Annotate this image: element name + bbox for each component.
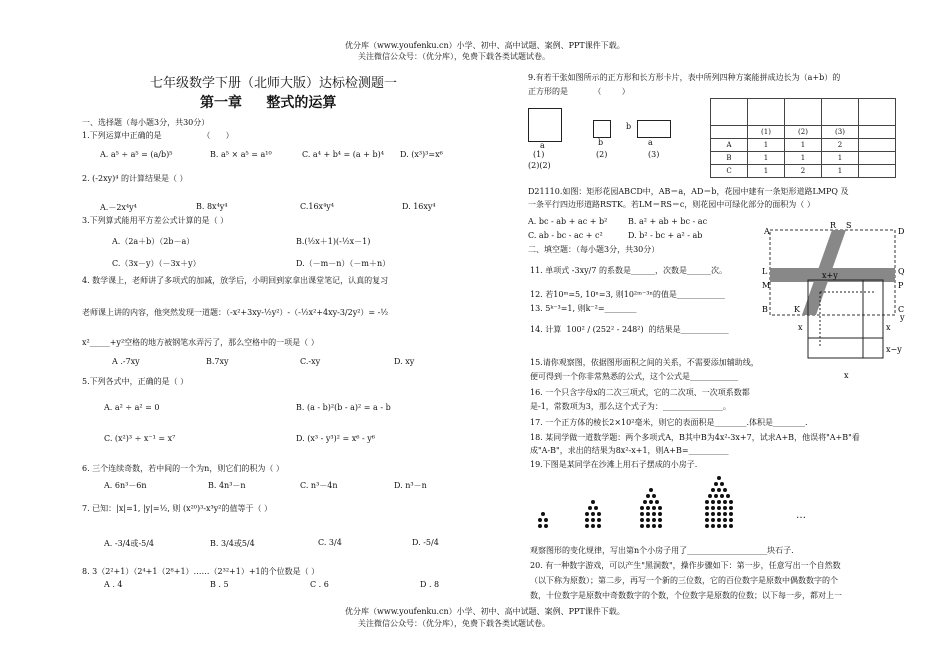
stone-dot bbox=[708, 494, 712, 498]
card-label-b2: b bbox=[626, 122, 632, 131]
q16-line-1: 16. 一个只含字母x的二次三项式，它的二次项、一次项系数都 bbox=[530, 388, 750, 397]
stone-dot bbox=[726, 494, 730, 498]
stone-dot bbox=[723, 518, 727, 522]
q18-line-2: 成"A-B"，求出的结果为8x²-x+1，则A+B=__________ bbox=[530, 446, 729, 455]
label-x-minus-y: x−y bbox=[886, 345, 902, 354]
section-fill-in: 二、填空题：（每小题3分，共30分） bbox=[528, 245, 660, 254]
stone-dot bbox=[655, 500, 659, 504]
header-line-1: 优分库（www.youfenku.cn）小学、初中、高中试题、案例、PPT课件下载。 bbox=[345, 41, 625, 50]
q1-option-b: B. a⁵ × a⁵ = a¹⁰ bbox=[210, 150, 272, 159]
label-q: Q bbox=[898, 267, 905, 276]
q1-option-c: C. a⁴ + b⁴ = (a + b)⁴ bbox=[302, 150, 384, 159]
stone-dot bbox=[538, 518, 542, 522]
stone-dot bbox=[711, 518, 715, 522]
stone-dot bbox=[585, 518, 589, 522]
q11: 11. 单项式 -3xy/7 的系数是______，次数是______次。 bbox=[530, 266, 727, 275]
label-p: P bbox=[898, 281, 904, 290]
stone-dot bbox=[711, 512, 715, 516]
stone-dot bbox=[646, 494, 650, 498]
label-x-left: x bbox=[798, 323, 803, 332]
q3-option-c: C.（3x－y）（－3x＋y） bbox=[112, 259, 201, 268]
q6-option-a: A. 6n³－6n bbox=[104, 481, 147, 490]
stone-dot bbox=[591, 512, 595, 516]
table-cell: B bbox=[711, 152, 748, 165]
q10-option-a: A. bc - ab + ac + b² bbox=[528, 217, 608, 226]
stone-dot bbox=[729, 500, 733, 504]
stone-dot bbox=[541, 512, 545, 516]
stone-dot bbox=[723, 524, 727, 528]
q14: 14. 计算 100² / (252² - 248²) 的结果是____________ bbox=[530, 325, 729, 334]
card-square-a bbox=[528, 108, 562, 142]
stone-dot bbox=[717, 500, 721, 504]
label-l: L bbox=[762, 267, 768, 276]
q8-option-c: C . 6 bbox=[310, 580, 329, 589]
header-line-2: 关注微信公众号：（优分库），免费下载各类试题试卷。 bbox=[358, 52, 550, 61]
q1-stem: 1.下列运算中正确的是 （ ） bbox=[82, 131, 234, 140]
stone-dot bbox=[717, 512, 721, 516]
q8-option-b: B . 5 bbox=[210, 580, 229, 589]
stone-dot bbox=[588, 506, 592, 510]
q5-option-c: C. (x²)³ ÷ x⁻¹ = x⁷ bbox=[104, 434, 176, 443]
q10-line-2: 一条平行四边形道路RSTK。若LM＝RS＝c，则花园中可绿化部分的面积为（ ） bbox=[528, 200, 815, 209]
q2-option-d: D. 16xy⁴ bbox=[402, 202, 436, 211]
card-number-2: (2) bbox=[596, 150, 608, 159]
stone-dot bbox=[597, 524, 601, 528]
card-rect-ab bbox=[637, 120, 671, 138]
footer-line-2: 关注微信公众号：（优分库），免费下载各类试题试卷。 bbox=[358, 619, 550, 628]
table-cell: 2 bbox=[822, 139, 859, 152]
stone-dot bbox=[717, 524, 721, 528]
stone-dot bbox=[723, 506, 727, 510]
label-x-plus-y: x+y bbox=[822, 271, 838, 280]
stone-dot bbox=[591, 524, 595, 528]
stone-dot bbox=[597, 512, 601, 516]
q3-stem: 3.下列算式能用平方差公式计算的是（ ） bbox=[82, 216, 229, 225]
label-a: A bbox=[764, 227, 770, 236]
q4-line-2: 老师课上讲的内容，他突然发现一道题：（-x²+3xy-½y²）-（-½x²+4xy-3/2y²）= -½ bbox=[82, 308, 389, 317]
q19-answer: 观察图形的变化规律，写出第n个小房子用了____________________块石子. bbox=[530, 546, 794, 555]
q6-stem: 6. 三个连续奇数，若中间的一个为n，则它们的积为（ ） bbox=[82, 464, 284, 473]
garden-figure bbox=[760, 220, 920, 400]
stone-dot bbox=[652, 494, 656, 498]
stone-dot bbox=[585, 512, 589, 516]
stone-dot bbox=[723, 512, 727, 516]
card-extra-label: (2)(2) bbox=[528, 161, 551, 170]
label-r: R bbox=[830, 221, 837, 230]
footer-line-1: 优分库（www.youfenku.cn）小学、初中、高中试题、案例、PPT课件下载。 bbox=[345, 607, 625, 616]
label-s: S bbox=[846, 221, 852, 230]
q18-line-1: 18. 某同学做一道数学题：两个多项式A，B其中B为4x²-3x+7，试求A+B，他误将"A+B"看 bbox=[530, 433, 860, 442]
q2-option-c: C.16x⁴y⁴ bbox=[300, 202, 335, 211]
stone-dot bbox=[646, 524, 650, 528]
table-cell: 1 bbox=[785, 139, 822, 152]
stone-dot bbox=[705, 518, 709, 522]
stone-dot bbox=[652, 506, 656, 510]
stone-dot bbox=[711, 506, 715, 510]
stone-dot bbox=[705, 506, 709, 510]
q15-line-1: 15.请你观察图，依据图形面积之间的关系，不需要添加辅助线， bbox=[530, 358, 759, 367]
chapter-title: 第一章 整式的运算 bbox=[200, 95, 337, 111]
section-choice: 一、选择题（每小题3分，共30分） bbox=[82, 118, 210, 127]
label-c: C bbox=[898, 305, 905, 314]
q5-stem: 5.下列各式中，正确的是（ ） bbox=[82, 377, 189, 386]
stone-dot bbox=[658, 518, 662, 522]
q4-option-b: B.7xy bbox=[206, 357, 229, 366]
table-cell: 2 bbox=[785, 165, 822, 178]
stone-dot bbox=[729, 512, 733, 516]
q7-option-b: B. 3/4或5/4 bbox=[210, 539, 255, 548]
stone-dot bbox=[717, 488, 721, 492]
stone-dot bbox=[658, 506, 662, 510]
q6-option-b: B. 4n³－n bbox=[208, 481, 246, 490]
stone-dot bbox=[640, 512, 644, 516]
stone-dot bbox=[585, 524, 589, 528]
table-cell: 1 bbox=[748, 165, 785, 178]
q7-option-a: A. -3/4或-5/4 bbox=[104, 539, 155, 548]
q2-option-a: A.－2x⁴y⁴ bbox=[100, 203, 137, 212]
table-cell: A bbox=[711, 139, 748, 152]
q9-line-1: 9.有若干张如图所示的正方形和长方形卡片，表中所列四种方案能拼成边长为（a+b）的 bbox=[528, 73, 841, 82]
stone-dot bbox=[649, 488, 653, 492]
stone-dot bbox=[717, 518, 721, 522]
card-number-1: (1) bbox=[533, 150, 545, 159]
stone-dot bbox=[544, 518, 548, 522]
q6-option-d: D. n³－n bbox=[394, 481, 427, 490]
q5-option-d: D. (x³ - y³)² = x⁶ - y⁶ bbox=[296, 434, 375, 443]
q13: 13. 5ᵏ⁻³=1, 则k⁻²=________ bbox=[530, 304, 637, 313]
table-cell: 1 bbox=[822, 165, 859, 178]
q10-option-d: D. b² - bc + a² - ab bbox=[628, 231, 703, 240]
label-y: y bbox=[900, 313, 905, 322]
q17: 17. 一个正方体的棱长2×10²毫米，则它的表面积是________.体积是________. bbox=[530, 418, 808, 427]
stone-dot bbox=[717, 506, 721, 510]
q15-line-2: 便可得到一个你非常熟悉的公式，这个公式是____________ bbox=[530, 372, 738, 381]
stone-dot bbox=[711, 524, 715, 528]
q7-option-c: C. 3/4 bbox=[318, 538, 342, 547]
table-cell: 1 bbox=[822, 152, 859, 165]
stone-dot bbox=[597, 518, 601, 522]
paper-title: 七年级数学下册（北师大版）达标检测题一 bbox=[150, 76, 398, 91]
card-number-3: (3) bbox=[648, 150, 660, 159]
stone-dot bbox=[723, 488, 727, 492]
q19: 19.下图是某同学在沙滩上用石子摆成的小房子. bbox=[530, 460, 698, 469]
q8-option-d: D . 8 bbox=[420, 580, 440, 589]
stone-dot bbox=[652, 512, 656, 516]
stone-dot bbox=[705, 500, 709, 504]
label-m: M bbox=[762, 281, 771, 290]
q4-line-1: 4. 数学课上，老师讲了多项式的加减，放学后，小明回到家拿出课堂笔记，认真的复习 bbox=[82, 276, 389, 285]
stone-dot bbox=[711, 500, 715, 504]
q9-line-2: 正方形的是 （ ） bbox=[528, 87, 630, 96]
q4-line-3: x²_____+y²空格的地方被钢笔水弄污了，那么空格中的一项是（ ） bbox=[82, 338, 319, 347]
stone-dot bbox=[640, 506, 644, 510]
q1-option-d: D. (x³)³=x⁶ bbox=[400, 150, 443, 159]
table-cell: 1 bbox=[748, 152, 785, 165]
stone-dot bbox=[705, 512, 709, 516]
stone-dot bbox=[646, 506, 650, 510]
q16-line-2: 是-1，常数项为3，那么这个式子为：_______________。 bbox=[530, 402, 731, 411]
houses-ellipsis: … bbox=[796, 510, 806, 521]
q10-option-b: B. a² + ab + bc - ac bbox=[628, 217, 708, 226]
q4-option-a: A .-7xy bbox=[112, 357, 140, 366]
card-label-a: a bbox=[540, 141, 545, 150]
stone-dot bbox=[658, 524, 662, 528]
table-header-1: (1) bbox=[748, 126, 785, 139]
q12: 12. 若10ᵐ=5, 10ⁿ=3, 则10²ᵐ⁻³ⁿ的值是____________ bbox=[530, 290, 725, 299]
stone-dot bbox=[591, 500, 595, 504]
q7-stem: 7. 已知：|x|=1, |y|=½, 则 (x²⁰)³-x³y²的值等于（ ） bbox=[82, 504, 273, 513]
q10-option-c: C. ab - bc - ac + c² bbox=[528, 231, 603, 240]
q1-option-a: A. a⁵ ÷ a⁵ = (a/b)⁵ bbox=[100, 150, 173, 159]
scheme-table bbox=[710, 98, 896, 178]
table-cell: C bbox=[711, 165, 748, 178]
q8-option-a: A . 4 bbox=[104, 580, 123, 589]
q5-option-a: A. a² ÷ a² = 0 bbox=[104, 403, 160, 412]
q20-line-3: 数，十位数字是原数中奇数数字的个数，个位数字是原数的位数；以下每一步，都对上一 bbox=[530, 591, 842, 600]
q5-option-b: B. (a - b)²(b - a)² = a - b bbox=[296, 403, 391, 412]
label-k: K bbox=[794, 305, 800, 314]
q8-stem: 8. 3（2²+1）（2⁴+1（2⁸+1）……（2³²+1）+1的个位数是（ ） bbox=[82, 567, 320, 576]
q2-option-b: B. 8x⁴y⁴ bbox=[196, 202, 228, 211]
stone-dot bbox=[652, 524, 656, 528]
stone-dot bbox=[711, 488, 715, 492]
stone-dot bbox=[714, 494, 718, 498]
stone-dot bbox=[717, 476, 721, 480]
stone-dot bbox=[714, 482, 718, 486]
label-x-right: x bbox=[886, 323, 891, 332]
table-header-0 bbox=[711, 126, 748, 139]
q20-line-1: 20. 有一种数字游戏，可以产生"黑洞数"，操作步骤如下：第一步，任意写出一个自然数 bbox=[530, 561, 841, 570]
stone-dot bbox=[643, 500, 647, 504]
stone-dot bbox=[723, 500, 727, 504]
table-header-3: (3) bbox=[822, 126, 859, 139]
stone-dot bbox=[729, 518, 733, 522]
stone-dot bbox=[729, 506, 733, 510]
q10-line-1: D21110.如图：矩形花园ABCD中，AB＝a，AD＝b，花园中建有一条矩形道路LMPQ 及 bbox=[528, 187, 849, 196]
label-d: D bbox=[898, 227, 905, 236]
stone-dot bbox=[729, 524, 733, 528]
q6-option-c: C. n³－4n bbox=[300, 481, 338, 490]
card-square-b bbox=[593, 120, 611, 138]
q3-option-a: A.（2a＋b）（2b－a） bbox=[112, 237, 195, 246]
stone-dot bbox=[640, 518, 644, 522]
q3-option-d: D.（－m－n）（－m＋n） bbox=[296, 259, 391, 268]
stone-dot bbox=[720, 482, 724, 486]
stone-dot bbox=[544, 524, 548, 528]
stone-dot bbox=[652, 518, 656, 522]
stone-dot bbox=[594, 506, 598, 510]
stone-dot bbox=[640, 524, 644, 528]
stone-dot bbox=[705, 524, 709, 528]
stone-dot bbox=[538, 524, 542, 528]
q4-option-c: C.-xy bbox=[300, 357, 321, 366]
stone-dot bbox=[720, 494, 724, 498]
table-cell: 1 bbox=[748, 139, 785, 152]
label-b: B bbox=[762, 305, 768, 314]
stone-dot bbox=[658, 512, 662, 516]
table-cell: 1 bbox=[785, 152, 822, 165]
card-label-b: b bbox=[598, 138, 604, 147]
stone-dot bbox=[646, 512, 650, 516]
stone-dot bbox=[591, 518, 595, 522]
q20-line-2: （以下称为原数）；第二步，再写一个新的三位数，它的百位数字是原数中偶数数字的个 bbox=[530, 576, 838, 585]
table-header-2: (2) bbox=[785, 126, 822, 139]
q4-option-d: D. xy bbox=[394, 357, 415, 366]
q2-stem: 2. (-2xy)⁴ 的计算结果是（ ） bbox=[82, 174, 188, 183]
card-label-a2: a bbox=[648, 138, 653, 147]
label-x-bottom: x bbox=[844, 371, 849, 380]
stone-dot bbox=[649, 500, 653, 504]
q3-option-b: B.(½x＋1)(-½x－1) bbox=[296, 237, 371, 246]
q7-option-d: D. -5/4 bbox=[412, 538, 439, 547]
stone-dot bbox=[646, 518, 650, 522]
